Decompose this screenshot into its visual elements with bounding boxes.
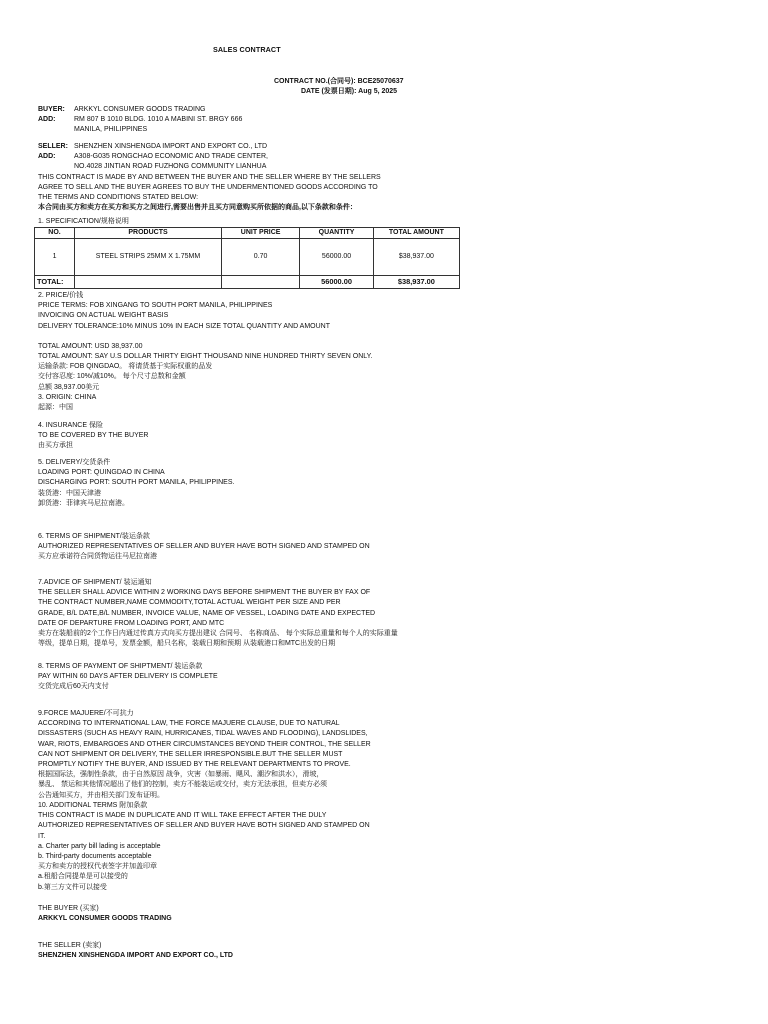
section-line-cn: a.租船合同提单是可以接受的 <box>38 873 128 881</box>
contract-date-label: DATE (发票日期): <box>301 88 357 95</box>
buyer-name-row <box>38 105 438 115</box>
cell-quantity: 56000.00 <box>300 239 373 276</box>
insurance-section <box>38 421 438 452</box>
seller-address-row <box>38 152 438 162</box>
section-line: IT. <box>38 832 46 840</box>
column-header: NO. <box>35 228 75 239</box>
section-line-cn: 交货完成后60天内支付 <box>38 683 109 691</box>
buyer-address-1: RM 807 B 1010 BLDG. 1010 A MABINI ST. BRGY 666 <box>74 116 243 124</box>
section-line-cn: 等级，提单日期，提单号，发票金额，船只名称，装载日期和预期 从装载港口和MTC出发的日期 <box>38 640 336 648</box>
section-line-cn: 总额 38,937.00美元 <box>38 383 100 391</box>
seller-block <box>38 142 438 213</box>
price-section <box>38 291 438 393</box>
contract-date-value: Aug 5, 2025 <box>358 88 398 95</box>
section-line: 9.FORCE MAJUERE/不可抗力 <box>38 710 134 717</box>
section-line: LOADING PORT: QUINGDAO IN CHINA <box>38 469 165 477</box>
section-line: AUTHORIZED REPRESENTATIVES OF SELLER AND BUYER HAVE BOTH SIGNED AND STAMPED ON <box>38 543 370 551</box>
advice-section <box>38 578 438 649</box>
origin-section <box>38 393 438 413</box>
column-header: QUANTITY <box>300 228 373 239</box>
section-line: GRADE, B/L DATE,B/L NUMBER, INVOICE VALUE, NAME OF VESSEL, LOADING DATE AND EXPECTED <box>38 609 376 617</box>
section-line: CAN NOT SHIPMENT OR DELIVERY, THE SELLER IRRESPONSIBLE.BUT THE SELLER MUST <box>38 750 343 758</box>
buyer-address-row <box>38 115 438 125</box>
section-line: DISSASTERS (SUCH AS HEAVY RAIN, HURRICANES, TIDAL WAVES AND FLOODING), LANDSLIDES, <box>38 730 368 738</box>
total-empty-cell <box>75 276 222 289</box>
total-amount: $38,937.00 <box>373 276 459 289</box>
buyer-signature-name: ARKKYL CONSUMER GOODS TRADING <box>38 915 172 923</box>
section-line: DELIVERY TOLERANCE:10% MINUS 10% IN EACH SIZE TOTAL QUANTITY AND AMOUNT <box>38 322 331 330</box>
buyer-signature-block <box>38 904 438 924</box>
delivery-section <box>38 458 438 509</box>
section-line: 2. PRICE/价钱 <box>38 292 84 299</box>
section-line: a. Charter party bill lading is acceptable <box>38 842 161 850</box>
preamble-line: AGREE TO SELL AND THE BUYER AGREES TO BUY THE UNDERMENTIONED GOODS ACCORDING TO <box>38 183 378 191</box>
buyer-address-2: MANILA, PHILIPPINES <box>74 126 148 134</box>
section-line: TO BE COVERED BY THE BUYER <box>38 432 149 440</box>
section-line: PRICE TERMS: FOB XINGANG TO SOUTH PORT MANILA, PHILIPPINES <box>38 302 273 310</box>
cell-product: STEEL STRIPS 25MM X 1.75MM <box>75 239 222 276</box>
section-line: ACCORDING TO INTERNATIONAL LAW, THE FORCE MAJUERE CLAUSE, DUE TO NATURAL <box>38 720 340 728</box>
total-label: TOTAL: <box>35 276 75 289</box>
contract-number-row <box>274 77 434 87</box>
preamble-line: THIS CONTRACT IS MADE BY AND BETWEEN THE BUYER AND THE SELLER WHERE BY THE SELLERS <box>38 173 381 181</box>
section-line: THE SELLER SHALL ADVICE WITHIN 2 WORKING DAYS BEFORE SHIPMENT THE BUYER BY FAX OF <box>38 589 371 597</box>
column-header: TOTAL AMOUNT <box>373 228 459 239</box>
section-line: b. Third-party documents acceptable <box>38 853 152 861</box>
section-line: THE CONTRACT NUMBER,NAME COMMODITY,TOTAL ACTUAL WEIGHT PER SIZE AND PER <box>38 599 341 607</box>
cell-total-amount: $38,937.00 <box>373 239 459 276</box>
column-header: UNIT PRICE <box>221 228 299 239</box>
section-line: TOTAL AMOUNT: USD 38,937.00 <box>38 342 143 350</box>
force-majeure-section <box>38 709 438 801</box>
section-line-cn: 暴乱、 禁运和其他情况超出了他们的控制，卖方不能装运或交付，卖方无法承担，但卖方必须 <box>38 781 327 789</box>
section-line: 10. ADDITIONAL TERMS 附加条款 <box>38 802 148 809</box>
section-line-cn: 起源：中国 <box>38 404 73 412</box>
section-line-cn: 装货港：中国天津港 <box>38 489 101 497</box>
section-line: 3. ORIGIN: CHINA <box>38 394 97 401</box>
cell-no: 1 <box>35 239 75 276</box>
section-line-cn: 由买方承担 <box>38 442 73 450</box>
buyer-block <box>38 105 438 136</box>
contract-meta <box>274 77 434 97</box>
seller-address-1: A308-G035 RONGCHAO ECONOMIC AND TRADE CENTER, <box>74 153 268 161</box>
seller-address-2: NO.4028 JINTIAN ROAD FUZHONG COMMUNITY LIANHUA <box>74 163 267 171</box>
section-line: TOTAL AMOUNT: SAY U.S DOLLAR THIRTY EIGHT THOUSAND NINE HUNDRED THIRTY SEVEN ONLY. <box>38 353 373 361</box>
section-line: DISCHARGING PORT: SOUTH PORT MANILA, PHILIPPINES. <box>38 479 235 487</box>
seller-signature-block <box>38 941 438 961</box>
seller-name: SHENZHEN XINSHENGDA IMPORT AND EXPORT CO., LTD <box>74 143 268 150</box>
products-table <box>34 227 460 289</box>
section-line-cn: 公告通知买方，并由相关部门发布证明。 <box>38 791 164 799</box>
preamble-line-cn: 本合同由买方和卖方在买方和买方之间进行,需要出售并且买方同意购买所依据的商品,以下条款和条件： <box>38 204 357 212</box>
section-line: 7.ADVICE OF SHIPMENT/ 装运通知 <box>38 579 152 586</box>
table-row <box>35 239 460 276</box>
contract-number-value: BCE25070637 <box>357 78 404 85</box>
section-line: WAR, RIOTS, EMBARGOES AND OTHER CIRCUMSTANCES BEYOND THEIR CONTROL, THE SELLER <box>38 740 371 748</box>
payment-section <box>38 662 438 693</box>
section-line-cn: 根据国际法，强制性条款，由于自然原因 战争，灾害（如暴雨、飓风、潮汐和洪水），滑坡， <box>38 771 324 779</box>
section-line-cn: 买方和卖方的授权代表签字并加盖印章 <box>38 863 157 871</box>
seller-label: SELLER: <box>38 143 68 150</box>
section-line: DATE OF DEPARTURE FROM LOADING PORT, AND MTC <box>38 619 225 627</box>
total-quantity: 56000.00 <box>300 276 373 289</box>
section-line-cn: 买方应承诺符合同货物运往马尼拉南港 <box>38 553 157 561</box>
cell-unit-price: 0.70 <box>221 239 299 276</box>
buyer-address-label: ADD: <box>38 116 56 124</box>
preamble-line: THE TERMS AND CONDITIONS STATED BELOW: <box>38 194 199 202</box>
buyer-name: ARKKYL CONSUMER GOODS TRADING <box>74 106 206 113</box>
section-line: PROMPTLY NOTIFY THE BUYER, AND ISSUED BY THE RELEVANT DEPARTMENTS TO PROVE. <box>38 761 351 769</box>
section-line: 8. TERMS OF PAYMENT OF SHIPTMENT/ 装运条款 <box>38 663 203 670</box>
section-line: 4. INSURANCE 保险 <box>38 422 103 429</box>
table-total-row <box>35 276 460 289</box>
section-line-cn: b.第三方文件可以接受 <box>38 883 107 891</box>
document-title: SALES CONTRACT <box>213 45 281 54</box>
contract-date-row <box>274 87 434 97</box>
table-header-row <box>35 228 460 239</box>
section-line-cn: 卖方在装船前的2个工作日内通过传真方式向买方提出建议 合同号、 名称商品、 每个实际总重量和每个人的实际重量 <box>38 630 398 638</box>
column-header: PRODUCTS <box>75 228 222 239</box>
contract-number-label: CONTRACT NO.(合同号): <box>274 78 356 85</box>
section-line-cn: 运输条款: FOB QINGDAO。 将请货基于实际权重的品发 <box>38 363 213 371</box>
spec-heading: 1. SPECIFICATION/规格说明 <box>38 218 129 225</box>
section-line: INVOICING ON ACTUAL WEIGHT BASIS <box>38 312 169 320</box>
seller-signature-label: THE SELLER (卖家) <box>38 942 102 949</box>
section-line: 6. TERMS OF SHIPMENT/装运条款 <box>38 533 150 540</box>
seller-name-row <box>38 142 438 152</box>
seller-address-label: ADD: <box>38 153 56 161</box>
shipment-terms-section <box>38 532 438 563</box>
section-line: AUTHORIZED REPRESENTATIVES OF SELLER AND BUYER HAVE BOTH SIGNED AND STAMPED ON <box>38 822 370 830</box>
section-line: THIS CONTRACT IS MADE IN DUPLICATE AND IT WILL TAKE EFFECT AFTER THE DULY <box>38 812 327 820</box>
spacer <box>38 332 438 342</box>
section-line: 5. DELIVERY/交货条件 <box>38 459 111 466</box>
section-line-cn: 卸货港：菲律宾马尼拉南港。 <box>38 499 129 507</box>
section-line-cn: 交付容忍度: 10%/减10%。 每个尺寸总数和金额 <box>38 373 186 381</box>
section-line: PAY WITHIN 60 DAYS AFTER DELIVERY IS COMPLETE <box>38 673 218 681</box>
total-empty-cell <box>221 276 299 289</box>
buyer-signature-label: THE BUYER (买家) <box>38 905 99 912</box>
buyer-label: BUYER: <box>38 106 65 113</box>
seller-signature-name: SHENZHEN XINSHENGDA IMPORT AND EXPORT CO., LTD <box>38 952 233 960</box>
additional-terms-section <box>38 801 438 893</box>
